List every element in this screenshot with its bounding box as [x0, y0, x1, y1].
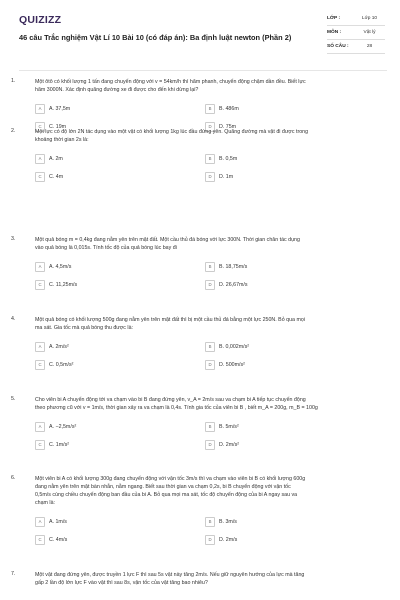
question-text-line: khoảng thời gian 2s là: — [35, 137, 89, 143]
answer-option-c[interactable] — [35, 170, 205, 183]
question-number: 1. — [11, 78, 16, 84]
question-text — [35, 316, 387, 332]
option-letter-box[interactable]: C — [35, 122, 45, 132]
question-number: 3. — [11, 236, 16, 242]
option-letter-box[interactable]: C — [35, 280, 45, 290]
question-text-line: hãm 3000N. Xác định quãng đường xe đi được cho đến khi dừng lại? — [35, 87, 199, 93]
option-letter-box[interactable]: B — [205, 517, 215, 527]
question-text-line: chạm là: — [35, 500, 56, 506]
answer-option-a[interactable] — [35, 515, 205, 528]
answer-option-b[interactable] — [205, 102, 375, 115]
question-text-line: Một vật đang đứng yên, được truyền 1 lực F thì sau 5s vật này tăng 2m/s. Nếu giữ nguyên hướng của lực mà tăng — [35, 572, 305, 578]
option-text: B. 18,75m/s — [219, 263, 248, 270]
question-number: 6. — [11, 475, 16, 481]
option-letter-box[interactable]: D — [205, 172, 215, 182]
question-text — [35, 78, 387, 94]
option-letter-box[interactable]: A — [35, 104, 45, 114]
option-letter-box[interactable]: A — [35, 517, 45, 527]
question-text-line: Một lực có độ lớn 2N tác dụng vào một vật có khối lượng 1kg lúc đầu đứng yên. Quãng đường mà vật đi được trong — [35, 129, 309, 135]
option-text: B. 486m — [219, 105, 239, 112]
question-text — [35, 571, 387, 587]
answer-option-a[interactable] — [35, 102, 205, 115]
option-letter-box[interactable]: B — [205, 154, 215, 164]
meta-value: 28 — [366, 44, 373, 49]
option-text: A. −2,5m/s² — [49, 423, 77, 430]
option-letter-box[interactable]: A — [35, 262, 45, 272]
answer-option-d[interactable] — [205, 278, 375, 291]
option-letter-box[interactable]: D — [205, 360, 215, 370]
worksheet-header — [0, 0, 400, 66]
question-text-line: Một viên bi A có khối lượng 300g đang chuyển động với vận tốc 3m/s thì va chạm vào viên bi B có khối lượng 600g — [35, 476, 306, 482]
option-letter-box[interactable]: C — [35, 172, 45, 182]
option-text: A. 1m/s — [49, 518, 67, 525]
answer-option-a[interactable] — [35, 420, 205, 433]
option-text: C. 4m/s — [49, 536, 68, 543]
option-letter-box[interactable]: B — [205, 342, 215, 352]
option-letter-box[interactable]: D — [205, 535, 215, 545]
worksheet-title: 46 câu Trắc nghiệm Vật Lí 10 Bài 10 (có đáp án): Ba định luật newton (Phần 2) — [19, 33, 292, 42]
question-text-line: Cho viên bi A chuyển động tới va chạm vào bi B đang đứng yên, v_A = 2m/s sau va chạm bi A tiếp tục chuyển động — [35, 397, 306, 403]
option-letter-box[interactable]: A — [35, 154, 45, 164]
meta-value: Vật lý — [363, 30, 376, 35]
question-text-line: Một quả bóng có khối lượng 500g đang nằm yên trên mặt đất thì bị một cầu thủ đá bằng một lực 250N. Bỏ qua mọi — [35, 317, 305, 323]
header-divider — [19, 70, 387, 71]
option-text: D. 2m/s² — [219, 441, 240, 448]
option-text: B. 0,002m/s² — [219, 343, 250, 350]
option-letter-box[interactable]: A — [35, 342, 45, 352]
option-text: C. 19m — [49, 123, 67, 130]
option-letter-box[interactable]: C — [35, 440, 45, 450]
meta-label: LỚP : — [327, 16, 341, 21]
option-text: A. 4,5m/s — [49, 263, 72, 270]
answer-option-c[interactable] — [35, 358, 205, 371]
option-text: B. 3m/s — [219, 518, 237, 525]
answer-option-c[interactable] — [35, 438, 205, 451]
answer-option-b[interactable] — [205, 260, 375, 273]
question-text-line: vào quả bóng là 0,015s. Tính tốc độ của quả bóng lúc bay đi — [35, 245, 177, 251]
question-text-line: theo phương cũ với v = 1m/s, thời gian xảy ra va chạm là 0,4s. Tính gia tốc của viên bi B , biết m_A = 200g, m_B = 100g — [35, 405, 318, 411]
option-text: A. 37,5m — [49, 105, 71, 112]
meta-row-class — [327, 12, 385, 26]
option-letter-box[interactable]: B — [205, 262, 215, 272]
option-text: D. 2m/s — [219, 536, 238, 543]
question-text — [35, 236, 387, 252]
question-number: 4. — [11, 316, 16, 322]
option-letter-box[interactable]: A — [35, 422, 45, 432]
option-text: A. 2m — [49, 155, 63, 162]
option-text: B. 5m/s² — [219, 423, 239, 430]
option-letter-box[interactable]: D — [205, 440, 215, 450]
answer-option-d[interactable] — [205, 533, 375, 546]
question-text-line: gấp 2 lần độ lớn lực F vào vật thì sau 8s, vận tốc của vật tăng bao nhiêu? — [35, 580, 208, 586]
option-text: C. 0,5m/s² — [49, 361, 74, 368]
question-number: 5. — [11, 396, 16, 402]
option-letter-box[interactable]: B — [205, 422, 215, 432]
answer-option-a[interactable] — [35, 340, 205, 353]
option-text: D. 75m — [219, 123, 237, 130]
question-number: 2. — [11, 128, 16, 134]
option-letter-box[interactable]: B — [205, 104, 215, 114]
question-text — [35, 128, 387, 144]
option-letter-box[interactable]: D — [205, 280, 215, 290]
option-text: D. 26,67m/s — [219, 281, 248, 288]
option-text: B. 0,5m — [219, 155, 238, 162]
option-text: A. 2m/s² — [49, 343, 69, 350]
quizizz-logo: QUIZIZZ — [19, 14, 62, 26]
option-text: C. 11,25m/s — [49, 281, 78, 288]
meta-row-count — [327, 40, 385, 54]
question-text — [35, 396, 387, 412]
option-text: D. 500m/s² — [219, 361, 245, 368]
question-text-line: đang nằm yên trên mặt bàn nhẵn, nằm ngang. Biết sau thời gian va chạm 0,2s, bi B chuyển động với vận tốc — [35, 484, 291, 490]
answer-option-c[interactable] — [35, 533, 205, 546]
question-text — [35, 475, 387, 507]
question-text-line: Một quả bóng m = 0,4kg đang nằm yên trên mặt đất. Một cầu thủ đá bóng với lực 300N. Thời gian chân tác dụng — [35, 237, 300, 243]
answer-option-d[interactable] — [205, 170, 375, 183]
option-letter-box[interactable]: C — [35, 535, 45, 545]
answer-option-b[interactable] — [205, 340, 375, 353]
question-text-line: ma sát. Gia tốc mà quả bóng thu được là: — [35, 325, 134, 331]
answer-option-a[interactable] — [35, 152, 205, 165]
option-text: C. 4m — [49, 173, 64, 180]
option-text: D. 1m — [219, 173, 234, 180]
meta-table — [327, 12, 385, 54]
question-text-line: Một ôtô có khối lượng 1 tấn đang chuyển động với v = 54km/h thì hãm phanh, chuyển động chậm dần đều. Biết lực — [35, 79, 306, 85]
option-letter-box[interactable]: C — [35, 360, 45, 370]
answer-option-c[interactable] — [35, 278, 205, 291]
question-number: 7. — [11, 571, 16, 577]
meta-label: SỐ CÂU : — [327, 44, 349, 49]
answer-option-d[interactable] — [205, 438, 375, 451]
answer-option-b[interactable] — [205, 152, 375, 165]
answer-option-b[interactable] — [205, 515, 375, 528]
meta-label: MÔN : — [327, 30, 342, 35]
answer-option-a[interactable] — [35, 260, 205, 273]
meta-row-subject — [327, 26, 385, 40]
answer-option-b[interactable] — [205, 420, 375, 433]
option-text: C. 1m/s² — [49, 441, 70, 448]
answer-option-d[interactable] — [205, 358, 375, 371]
option-letter-box[interactable]: D — [205, 122, 215, 132]
meta-value: Lớp 10 — [361, 16, 378, 21]
question-text-line: 0,5m/s cùng chiều chuyển động ban đầu của bi A. Bỏ qua mọi ma sát, tốc độ chuyển động của bi A ngay sau va — [35, 492, 298, 498]
